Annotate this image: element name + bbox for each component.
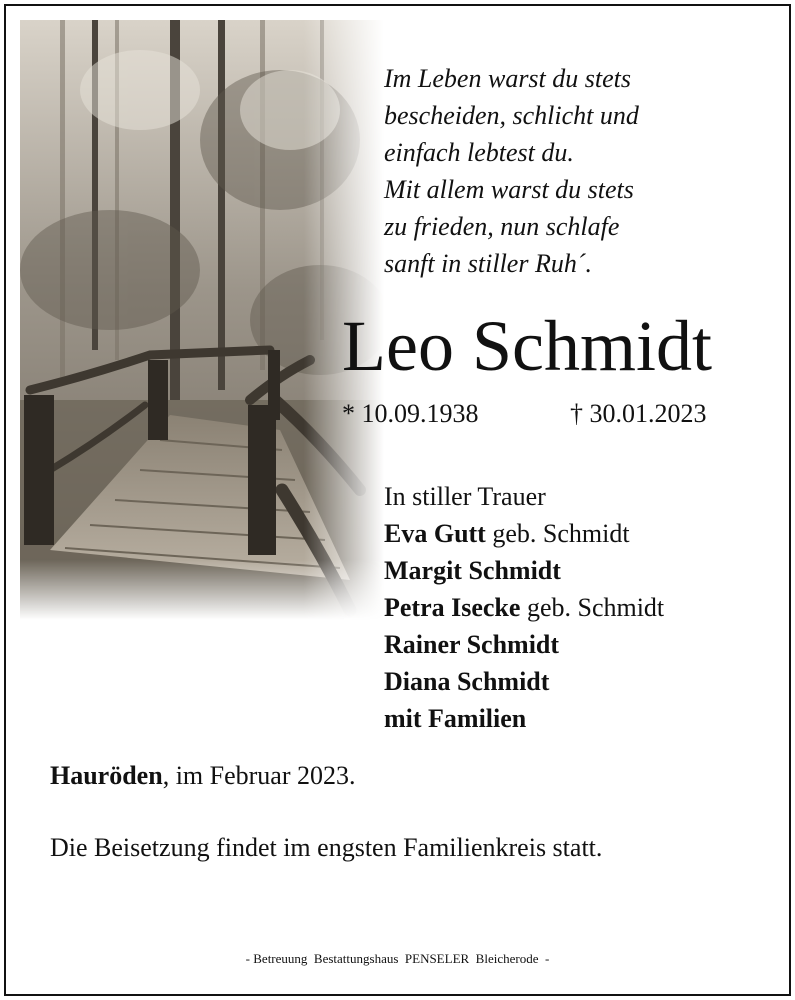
- place-town: Hauröden: [50, 761, 163, 790]
- mourner-suffix: geb. Schmidt: [520, 593, 665, 622]
- birth-date: * 10.09.1938: [342, 399, 479, 428]
- mourner-suffix: geb. Schmidt: [485, 519, 630, 548]
- poem-line: einfach lebtest du.: [384, 138, 574, 167]
- poem-line: zu frieden, nun schlafe: [384, 212, 620, 241]
- deceased-name: Leo Schmidt: [342, 306, 712, 386]
- mourner-name: Petra Isecke: [384, 593, 521, 622]
- mourner-name: mit Familien: [384, 704, 527, 733]
- mourner-name: Diana Schmidt: [384, 667, 550, 696]
- memorial-poem: [384, 60, 774, 282]
- mourner-name: Eva Gutt: [384, 519, 486, 548]
- mourner-name: Margit Schmidt: [384, 556, 561, 585]
- poem-line: sanft in stiller Ruh´.: [384, 249, 592, 278]
- life-dates: [338, 396, 778, 436]
- burial-note: Die Beisetzung findet im engsten Familienkreis statt.: [50, 833, 603, 862]
- mourner-line: [384, 515, 784, 552]
- obituary-card: [4, 4, 791, 996]
- mourner-name: Rainer Schmidt: [384, 630, 560, 659]
- place-date: , im Februar 2023.: [162, 761, 356, 790]
- mourning-intro: In stiller Trauer: [384, 482, 546, 511]
- poem-line: Im Leben warst du stets: [384, 64, 631, 93]
- mourner-line: [384, 589, 784, 626]
- mourners-list: [384, 478, 784, 737]
- poem-line: bescheiden, schlicht und: [384, 101, 639, 130]
- forest-bridge-photo: [20, 20, 384, 620]
- death-date: † 30.01.2023: [570, 399, 707, 428]
- poem-line: Mit allem warst du stets: [384, 175, 634, 204]
- funeral-home-credit: - Betreuung Bestattungshaus PENSELER Bleicherode -: [245, 951, 550, 966]
- place-and-date: [50, 758, 356, 794]
